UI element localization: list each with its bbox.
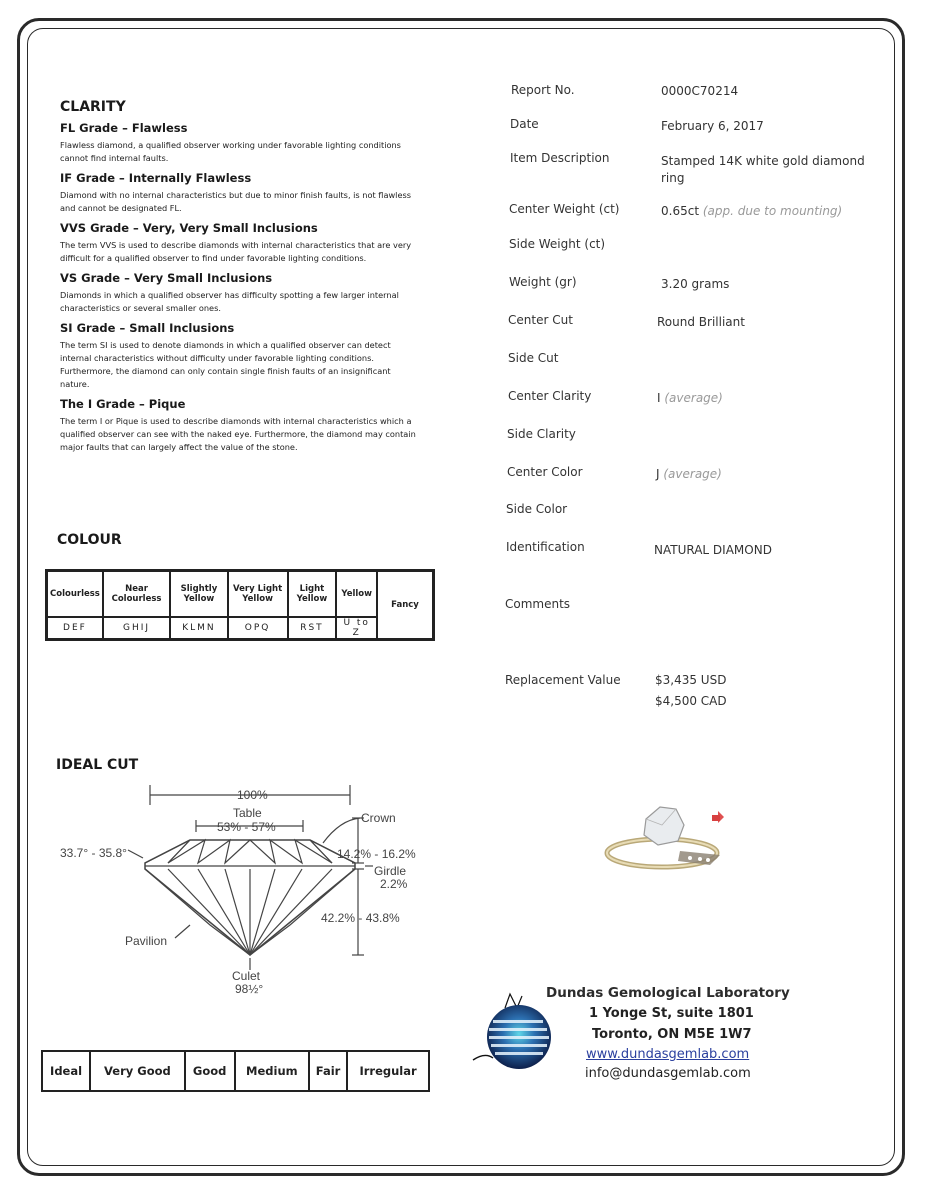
girdle-value: 2.2% [380, 877, 408, 891]
replacement-value-label: Replacement Value [505, 673, 621, 687]
grade-vvs-title: VVS Grade – Very, Very Small Inclusions [60, 221, 318, 235]
cut-grade-cell: Fair [309, 1051, 347, 1091]
grade-fl-desc: Flawless diamond, a qualified observer working under favorable lighting conditions cannot find internal faults. [60, 140, 401, 163]
crown-leader [323, 818, 360, 843]
cut-grade-table [41, 1050, 430, 1092]
grade-fl-title: FL Grade – Flawless [60, 121, 188, 135]
center-weight-value [661, 204, 842, 218]
colour-col-code: U to Z [336, 617, 377, 639]
replacement-value-cad: $4,500 CAD [655, 694, 727, 708]
colour-heading: COLOUR [57, 532, 122, 548]
ideal-cut-heading: IDEAL CUT [56, 757, 139, 773]
hologram-seal [465, 990, 555, 1085]
cut-grade-cell: Medium [235, 1051, 309, 1091]
colour-col-name: Light Yellow [288, 571, 337, 617]
culet-value: 98½° [235, 982, 264, 996]
grade-si-title: SI Grade – Small Inclusions [60, 321, 235, 335]
grade-vs-desc: Diamonds in which a qualified observer has difficulty spotting a few larger internal characteristics or several smaller ones. [60, 290, 399, 313]
weight-label: Weight (gr) [509, 275, 577, 289]
clarity-grades [60, 121, 420, 454]
lab-name: Dundas Gemological Laboratory [546, 985, 790, 1001]
colour-col-name: Yellow [336, 571, 377, 617]
colour-col-name: Slightly Yellow [170, 571, 228, 617]
side-clarity-label: Side Clarity [507, 427, 576, 441]
center-clarity-value [657, 391, 723, 405]
cut-grade-cell: Irregular [347, 1051, 429, 1091]
lab-email-link[interactable]: info@dundasgemlab.com [585, 1066, 751, 1081]
grade-if-desc: Diamond with no internal characteristics but due to minor finish faults, is not flawless and cannot be designated FL. [60, 190, 412, 213]
grade-i-title: The I Grade – Pique [60, 397, 186, 411]
width-pct-label: 100% [237, 788, 268, 802]
identification-label: Identification [506, 540, 585, 554]
date-label: Date [510, 117, 539, 131]
center-color-value [656, 467, 722, 481]
clarity-heading: CLARITY [60, 99, 126, 115]
report-no-value: 0000C70214 [661, 84, 739, 98]
report-no-label: Report No. [511, 83, 575, 97]
cut-grade-cell: Good [185, 1051, 235, 1091]
cut-grade-cell: Ideal [42, 1051, 90, 1091]
table-label: Table [233, 806, 262, 820]
center-clarity-label: Center Clarity [508, 389, 592, 403]
center-clarity-grade: I [657, 391, 661, 405]
colour-col-code: GHIJ [103, 617, 170, 639]
colour-col-code: KLMN [170, 617, 228, 639]
date-value: February 6, 2017 [661, 119, 764, 133]
colour-col-name: Very Light Yellow [228, 571, 288, 617]
replacement-value-usd: $3,435 USD [655, 673, 727, 687]
grade-si-desc: The term SI is used to denote diamonds in which a qualified observer can detect internal characteristics without difficulty under favorable lighting conditions. Furthermore, the diamond can only contain single finish faults of an insignificant nature. [60, 340, 391, 389]
culet-label: Culet [232, 969, 261, 983]
colour-col-code: RST [288, 617, 337, 639]
center-cut-value: Round Brilliant [657, 315, 745, 329]
cut-grade-cell: Very Good [90, 1051, 185, 1091]
item-description-label: Item Description [510, 151, 610, 165]
crown-height-label: 14.2% - 16.2% [337, 847, 416, 861]
side-weight-label: Side Weight (ct) [509, 237, 606, 251]
center-color-label: Center Color [507, 465, 583, 479]
pavilion-label: Pavilion [125, 934, 168, 948]
grade-if-title: IF Grade – Internally Flawless [60, 171, 252, 185]
colour-col-code: OPQ [228, 617, 288, 639]
grade-vvs-desc: The term VVS is used to describe diamonds with internal characteristics that are very difficult for a qualified observer to find under favorable lighting conditions. [60, 240, 412, 263]
item-description-value: Stamped 14K white gold diamond ring [661, 154, 865, 185]
lab-address-line2: Toronto, ON M5E 1W7 [592, 1027, 752, 1042]
crown-label: Crown [361, 811, 396, 825]
center-weight-note: (app. due to mounting) [702, 204, 843, 218]
weight-value: 3.20 grams [661, 277, 730, 291]
center-cut-label: Center Cut [508, 313, 573, 327]
center-weight-label: Center Weight (ct) [509, 202, 620, 216]
colour-col-name: Near Colourless [103, 571, 170, 617]
pavilion-depth-label: 42.2% - 43.8% [321, 911, 400, 925]
crown-angle-label: 33.7° - 35.8° [60, 846, 127, 860]
identification-value: NATURAL DIAMOND [654, 543, 772, 557]
colour-fancy: Fancy [377, 571, 433, 639]
colour-col-name: Colourless [47, 571, 103, 617]
side-color-label: Side Color [506, 502, 568, 516]
center-weight-number: 0.65ct [661, 204, 700, 218]
ring-photo [600, 795, 740, 885]
center-color-note: (average) [663, 467, 722, 481]
side-cut-label: Side Cut [508, 351, 559, 365]
table-range-label: 53% - 57% [217, 820, 276, 834]
center-color-grade: J [656, 467, 660, 481]
grade-vs-title: VS Grade – Very Small Inclusions [60, 271, 273, 285]
lab-website-link[interactable]: www.dundasgemlab.com [586, 1047, 750, 1062]
girdle-label: Girdle [374, 864, 407, 878]
lab-address-line1: 1 Yonge St, suite 1801 [589, 1006, 754, 1021]
colour-scale-table [45, 569, 435, 641]
colour-col-code: DEF [47, 617, 103, 639]
center-clarity-note: (average) [664, 391, 723, 405]
comments-label: Comments [505, 597, 571, 611]
grade-i-desc: The term I or Pique is used to describe diamonds with internal characteristics which a qualified observer can see with the naked eye. Furthermore, the diamond may contain major faults that can largely affect the value of the stone. [60, 416, 416, 452]
diamond-cut-diagram [40, 775, 440, 1000]
